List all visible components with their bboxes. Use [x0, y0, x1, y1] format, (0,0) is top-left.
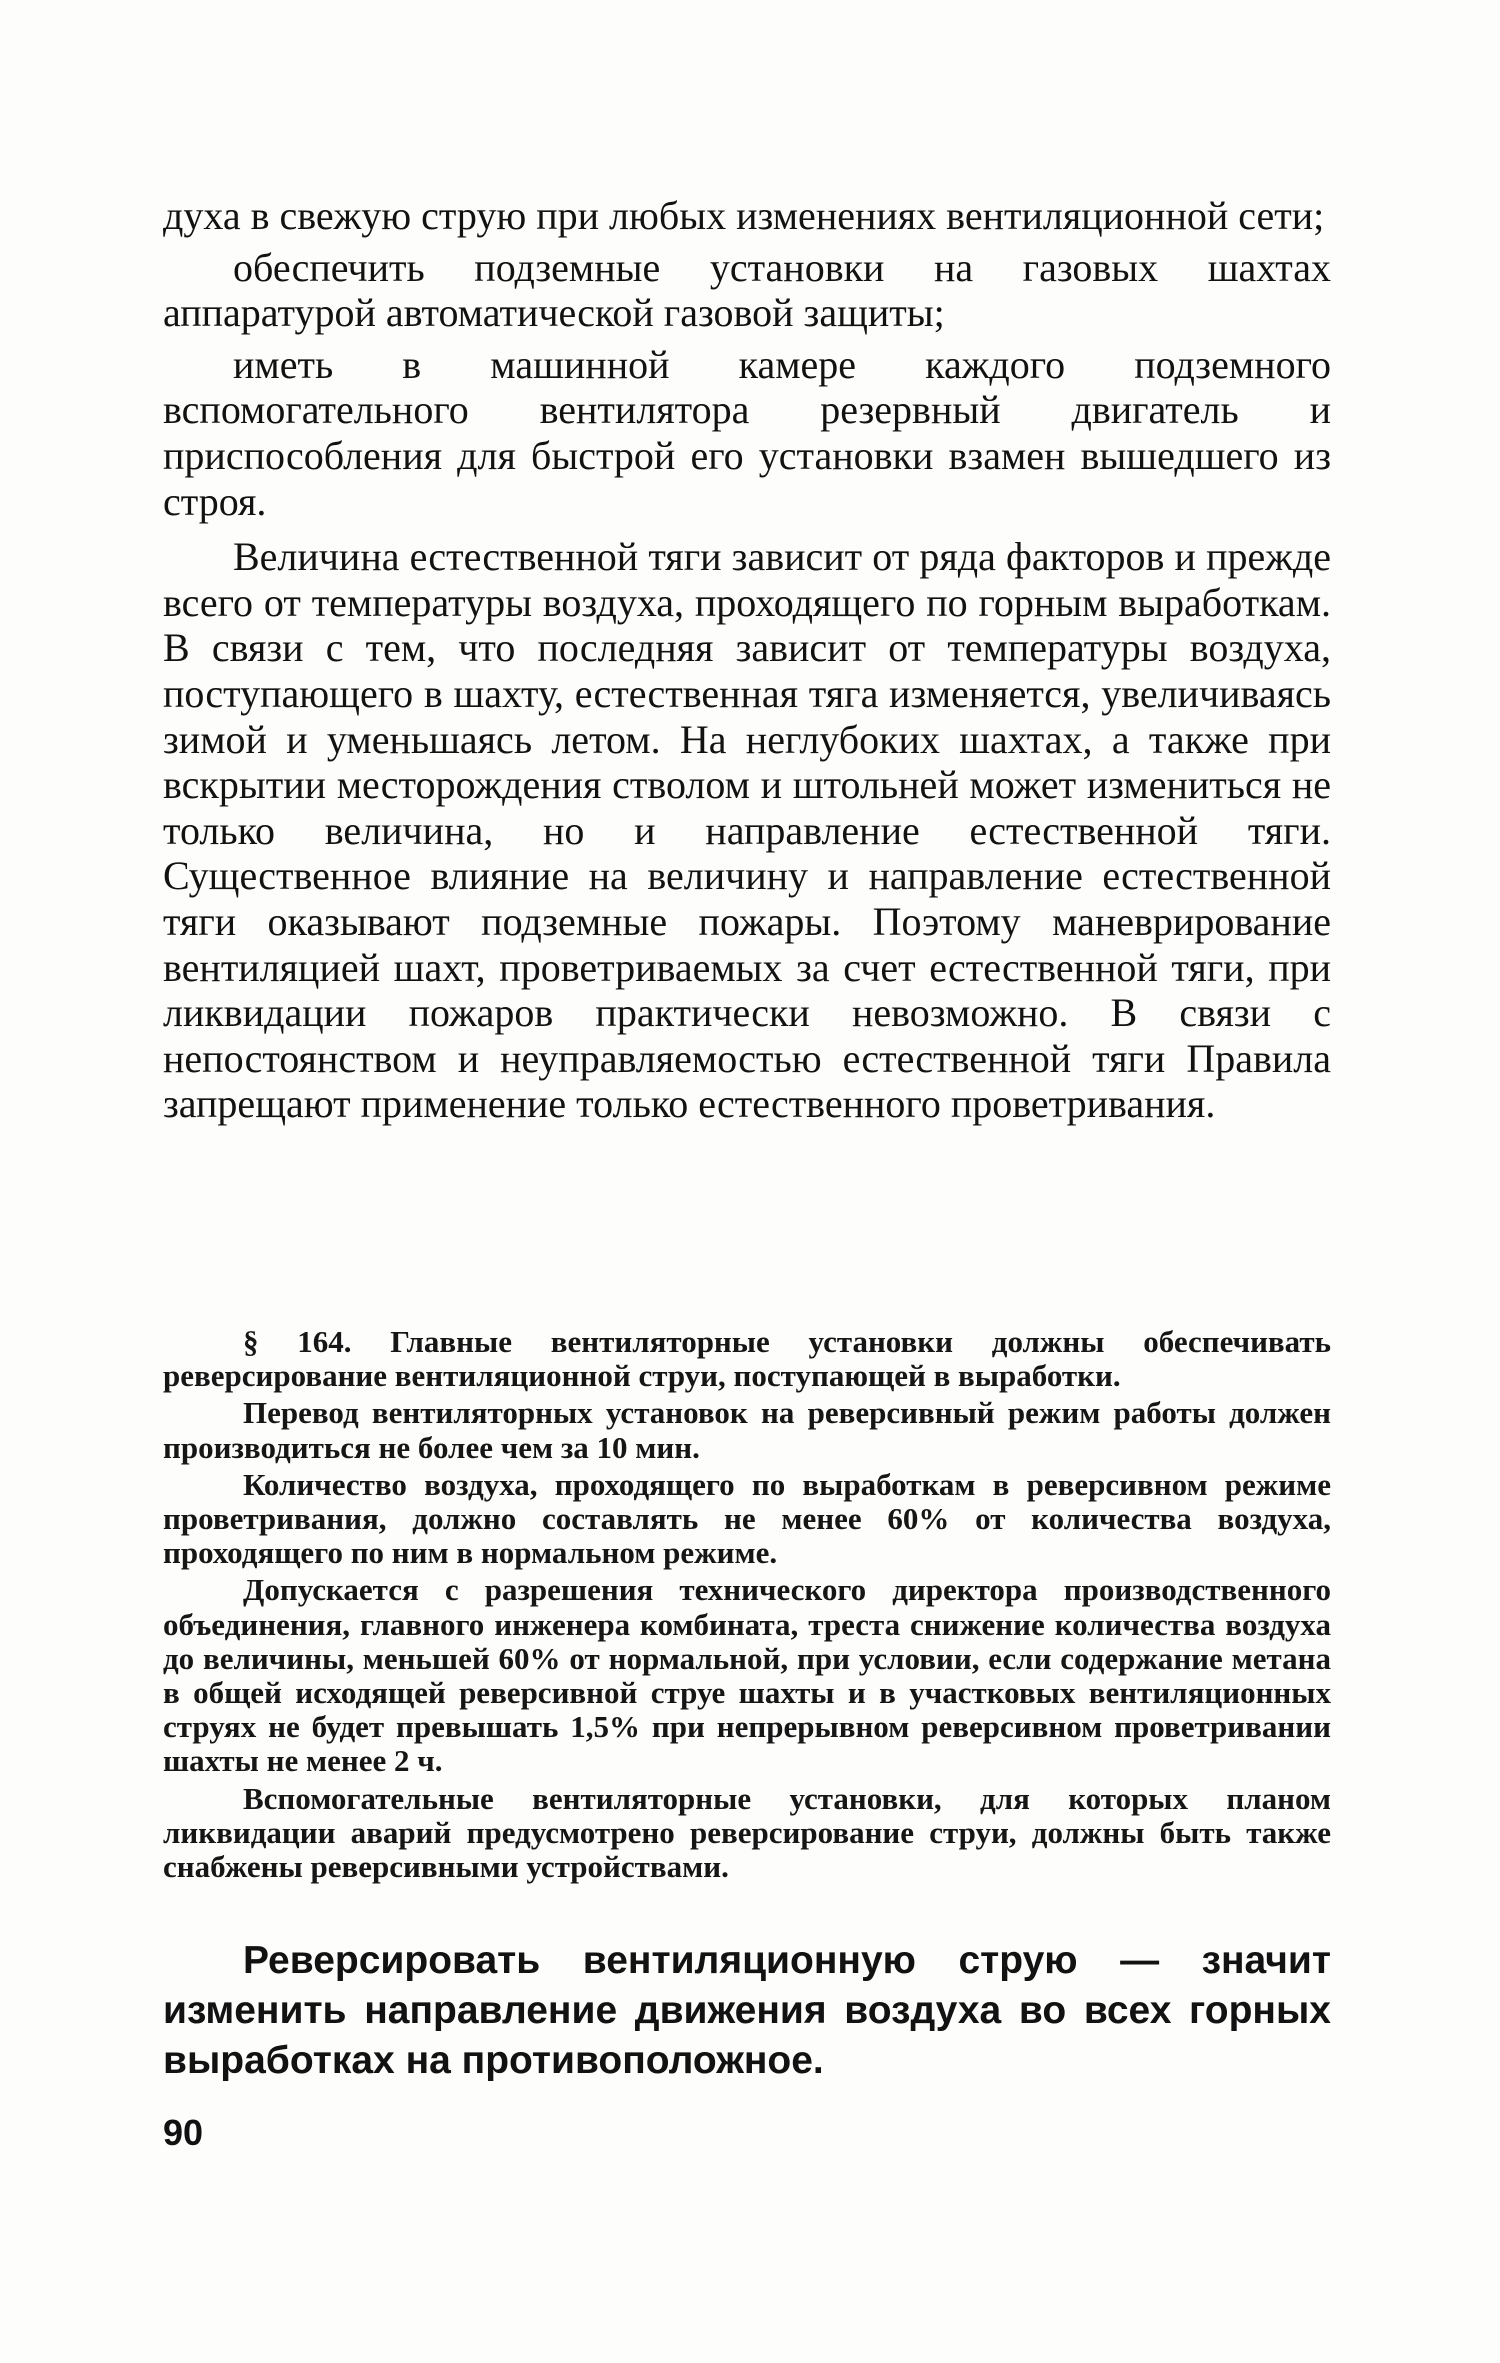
conclusion-block — [163, 1936, 1331, 2086]
paragraph-natural-draft: Величина естественной тяги зависит от ряда факторов и прежде всего от температуры воздуха, проходящего по горным выработкам. В связи с тем, что последняя зависит от температуры воздуха, поступающего в шахту, естественная тяга изменяется, увеличиваясь зимой и уменьшаясь летом. На неглубоких шахтах, а также при вскрытии месторождения стволом и штольней может измениться не только величина, но и направление естественной тяги. Существенное влияние на величину и направление естественной тяги оказывают подземные пожары. Поэтому маневрирование вентиляцией шахт, проветриваемых за счет естественной тяги, при ликвидации пожаров практически невозможно. В связи с непостоянством и неуправляемостью естественной тяги Правила запрещают применение только естественного проветривания. — [163, 534, 1331, 1127]
paragraph-continuation: духа в свежую струю при любых изменениях вентиляционной сети; — [163, 193, 1325, 238]
rule-164-auxiliary-fans: Вспомогательные вентиляторные установки, для которых планом ликвидации аварий предусмотрено реверсирование струи, должны быть также снабжены реверсивными устройствами. — [163, 1780, 1331, 1885]
rule-164-air-quantity: Количество воздуха, проходящего по выработкам в реверсивном режиме проветривания, должно составлять не менее 60% от количества воздуха, проходящего по ним в нормальном режиме. — [163, 1466, 1331, 1571]
paragraph-reserve-engine: иметь в машинной камере каждого подземного вспомогательного вентилятора резервный двигатель и приспособления для быстрой его установки взамен вышедшего из строя. — [163, 341, 1331, 524]
rule-164-switch-time: Перевод вентиляторных установок на реверсивный режим работы должен производиться не более чем за 10 мин. — [163, 1395, 1331, 1465]
page-number: 90 — [163, 2112, 204, 2153]
rule-164-main: § 164. Главные вентиляторные установки должны обеспечивать реверсирование вентиляционной струи, поступающей в выработки. — [163, 1324, 1331, 1394]
rule-164-exception: Допускается с разрешения технического директора производственного объединения, главного инженера комбината, треста снижение количества воздуха до величины, меньшей 60% от нормальной, при условии, если содержание метана в общей исходящей реверсивной струе шахты и в участковых вентиляционных струях не будет превышать 1,5% при непрерывном реверсивном проветривании шахты не менее 2 ч. — [163, 1572, 1331, 1779]
paragraph-gas-protection: обеспечить подземные установки на газовых шахтах аппаратурой автоматической газовой защиты; — [163, 244, 1331, 336]
main-text-block — [163, 193, 1331, 1127]
rules-section — [163, 1325, 1331, 1887]
conclusion-paragraph: Реверсировать вентиляционную струю — значит изменить направление движения воздуха во всех горных выработках на противоположное. — [163, 1939, 1331, 2082]
